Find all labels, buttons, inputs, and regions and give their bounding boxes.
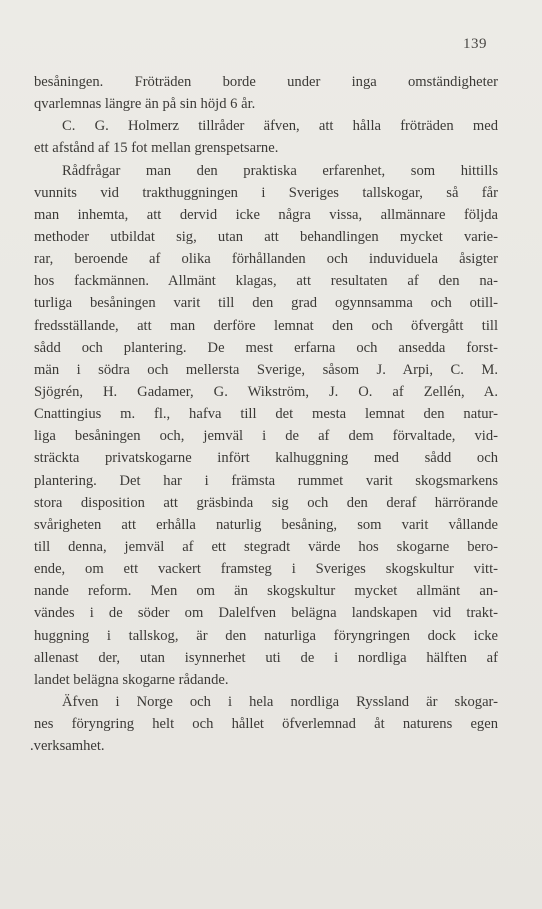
text-line: turliga besåningen varit till den grad ogynnsamma och otill- [34, 295, 498, 312]
text-line: nes föryngring helt och hållet öfverlemnad åt naturens egen [34, 716, 498, 733]
text-line: methoder utbildat sig, utan att behandlingen mycket varie- [34, 228, 498, 245]
text-line: ende, om ett vackert framsteg i Sveriges skogskultur vitt- [34, 561, 498, 578]
text-line: sträckta privatskogarne infört kalhuggning med sådd och [34, 450, 498, 467]
text-line: vunnits vid trakthuggningen i Sveriges tallskogar, så får [34, 184, 498, 201]
text-line: landet belägna skogarne rådande. [34, 671, 229, 688]
text-line: huggning i tallskog, är den naturliga föryngringen dock icke [34, 627, 498, 644]
text-line: liga besåningen och, jemväl i de af dem förvaltade, vid- [34, 428, 498, 445]
text-line: män i södra och mellersta Sverige, såsom J. Arpi, C. M. [34, 361, 498, 378]
text-line: stora disposition att gräsbinda sig och den deraf härrörande [34, 494, 498, 511]
text-line: ett afstånd af 15 fot mellan grenspetsarne. [34, 140, 279, 157]
text-line: rar, beroende af olika förhållanden och induviduela åsigter [34, 251, 498, 268]
text-line: Cnattingius m. fl., hafva till det mesta lemnat den natur- [34, 406, 498, 423]
text-line: Äfven i Norge och i hela nordliga Ryssland är skogar- [62, 693, 498, 710]
text-line: svårigheten att erhålla naturlig besåning, som varit vållande [34, 516, 498, 533]
text-line: Rådfrågar man den praktiska erfarenhet, som hittills [62, 162, 498, 179]
text-line: C. G. Holmerz tillråder äfven, att hålla fröträden med [62, 118, 498, 135]
text-line: nande reform. Men om än skogskultur mycket allmänt an- [34, 583, 498, 600]
text-line: Sjögrén, H. Gadamer, G. Wikström, J. O. af Zellén, A. [34, 383, 498, 400]
text-line: qvarlemnas längre än på sin höjd 6 år. [34, 96, 256, 113]
text-line: .verksamhet. [30, 738, 105, 755]
text-line: hos fackmännen. Allmänt klagas, att resultaten af den na- [34, 273, 498, 290]
text-line: man inhemta, att dervid icke några vissa, allmännare följda [34, 206, 498, 223]
text-line: plantering. Det har i främsta rummet varit skogsmarkens [34, 472, 498, 489]
text-line: sådd och plantering. De mest erfarna och ansedda forst- [34, 339, 498, 356]
body-text [30, 71, 498, 757]
text-line: allenast der, utan isynnerhet uti de i nordliga hälften af [34, 649, 498, 666]
text-line: vändes i de söder om Dalelfven belägna landskapen vid trakt- [34, 605, 498, 622]
text-line: till denna, jemväl af ett stegradt värde hos skogarne bero- [34, 538, 498, 555]
text-line: besåningen. Fröträden borde under inga omständigheter [34, 74, 498, 90]
text-line: fredsställande, att man derföre lemnat den och öfvergått till [34, 317, 498, 334]
page-number: 139 [463, 36, 487, 52]
